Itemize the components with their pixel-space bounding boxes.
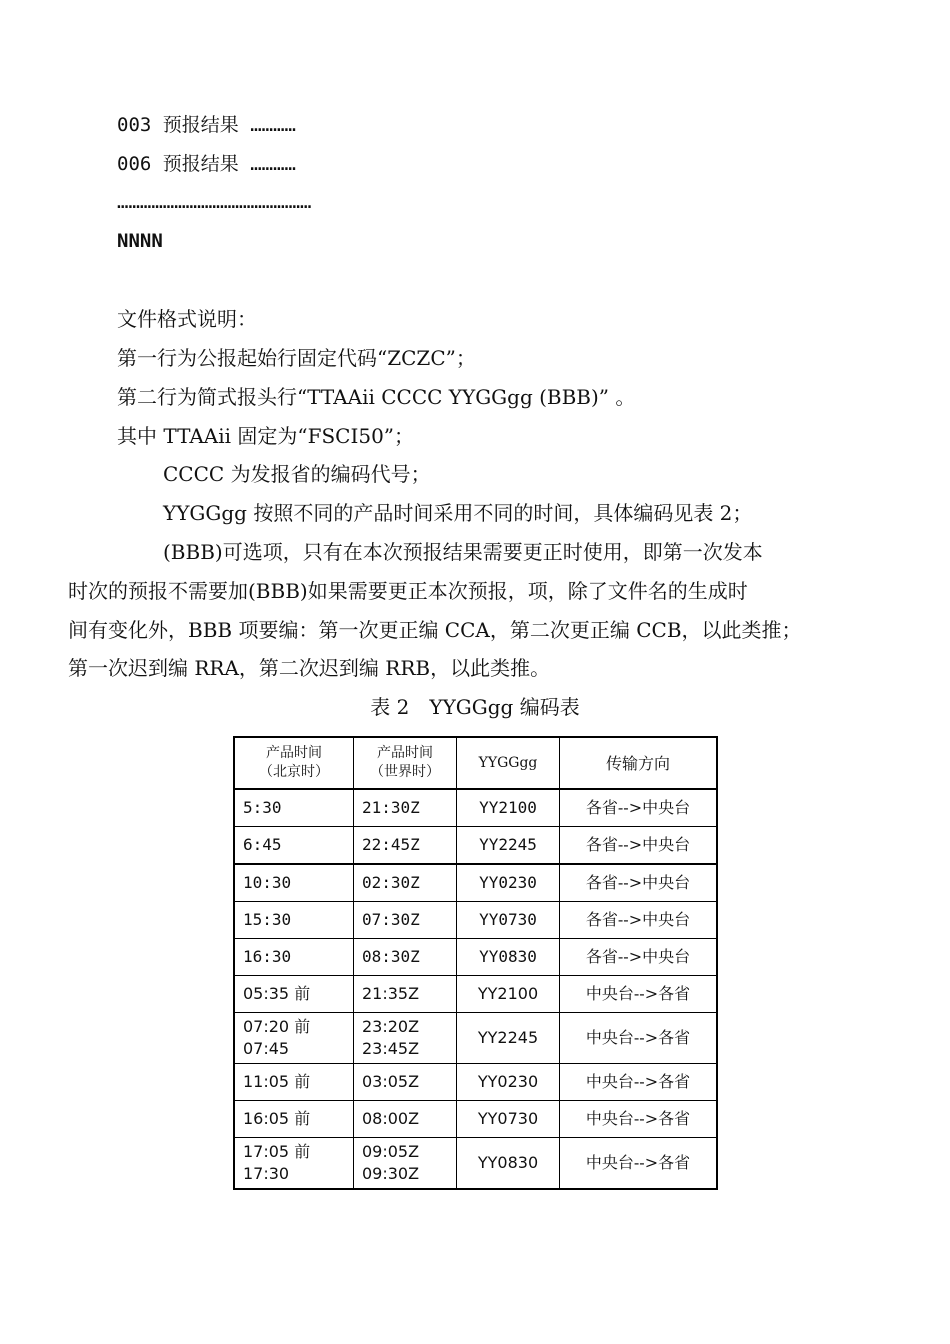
cell-beijing-time (234, 1138, 354, 1190)
cell-direction: 中央台-->各省 (560, 1064, 718, 1101)
format-line-3: 其中 TTAAii 固定为“FSCI50”； (117, 424, 415, 448)
cell-code: YY0730 (457, 1101, 560, 1138)
format-line-bbb-1: (BBB)可选项，只有在本次预报结果需要更正时使用，即第一次发本 (163, 540, 763, 564)
format-line-cccc: CCCC 为发报省的编码代号； (163, 462, 431, 486)
format-line-1: 第一行为公报起始行固定代码“ZCZC”； (117, 346, 476, 370)
table-row (234, 1138, 717, 1190)
cell-utc-time: 03:05Z (354, 1064, 457, 1101)
cell-utc-time (354, 1138, 457, 1190)
table-caption: 表 2 YYGGgg 编码表 (370, 695, 580, 719)
cell-code: YY0230 (457, 864, 560, 902)
cell-code: YY0230 (457, 1064, 560, 1101)
cell-utc-time-line1: 23:20Z (362, 1017, 420, 1036)
cell-utc-time: 08:00Z (354, 1101, 457, 1138)
header-beijing-time-line2: （北京时） (259, 764, 329, 780)
cell-direction: 各省-->中央台 (560, 827, 718, 865)
header-direction (560, 737, 718, 789)
table-row (234, 827, 717, 865)
cell-direction: 中央台-->各省 (560, 1138, 718, 1190)
cell-direction: 中央台-->各省 (560, 1101, 718, 1138)
format-heading: 文件格式说明： (117, 307, 257, 331)
cell-code: YY2245 (457, 827, 560, 865)
message-line-006: 006 预报结果 ………… (117, 153, 296, 175)
table-row (234, 864, 717, 902)
cell-direction: 各省-->中央台 (560, 939, 718, 976)
cell-code: YY0730 (457, 902, 560, 939)
cell-code: YY0830 (457, 939, 560, 976)
cell-utc-time: 21:35Z (354, 976, 457, 1013)
format-line-bbb-3: 间有变化外，BBB 项要编：第一次更正编 CCA，第二次更正编 CCB，以此类推； (68, 618, 802, 642)
header-utc-time (354, 737, 457, 789)
cell-code: YY2245 (457, 1013, 560, 1064)
table-header-row (234, 737, 717, 789)
cell-utc-time: 21:30Z (354, 789, 457, 827)
cell-utc-time-line2: 23:45Z (362, 1039, 420, 1058)
cell-utc-time-line2: 09:30Z (362, 1164, 420, 1183)
cell-beijing-time-line1: 07:20 前 (243, 1017, 311, 1036)
cell-beijing-time: 05:35 前 (234, 976, 354, 1013)
header-beijing-time (234, 737, 354, 789)
cell-beijing-time-line1: 17:05 前 (243, 1142, 311, 1161)
cell-direction: 各省-->中央台 (560, 789, 718, 827)
header-utc-time-line1: 产品时间 (377, 745, 433, 761)
cell-beijing-time: 15:30 (234, 902, 354, 939)
cell-utc-time: 08:30Z (354, 939, 457, 976)
format-line-bbb-4: 第一次迟到编 RRA，第二次迟到编 RRB，以此类推。 (68, 656, 551, 680)
cell-utc-time: 22:45Z (354, 827, 457, 865)
cell-utc-time (354, 1013, 457, 1064)
message-line-nnnn: NNNN (117, 230, 163, 252)
header-utc-time-line2: （世界时） (370, 764, 440, 780)
table-row (234, 1101, 717, 1138)
header-yyggg-label: YYGGgg (478, 754, 538, 771)
cell-beijing-time: 10:30 (234, 864, 354, 902)
table-row (234, 939, 717, 976)
cell-beijing-time: 16:05 前 (234, 1101, 354, 1138)
cell-beijing-time: 11:05 前 (234, 1064, 354, 1101)
cell-direction: 各省-->中央台 (560, 902, 718, 939)
cell-beijing-time (234, 1013, 354, 1064)
message-line-ellipsis: …………………………………………… (117, 191, 312, 213)
cell-direction: 中央台-->各省 (560, 1013, 718, 1064)
header-yyggg (457, 737, 560, 789)
cell-direction: 各省-->中央台 (560, 864, 718, 902)
table-row (234, 1064, 717, 1101)
table-row (234, 976, 717, 1013)
cell-beijing-time: 5:30 (234, 789, 354, 827)
message-line-003: 003 预报结果 ………… (117, 114, 296, 136)
cell-beijing-time-line2: 07:45 (243, 1039, 290, 1058)
table-row (234, 1013, 717, 1064)
format-line-2: 第二行为简式报头行“TTAAii CCCC YYGGgg (BBB)” 。 (117, 385, 636, 409)
cell-utc-time-line1: 09:05Z (362, 1142, 420, 1161)
cell-utc-time: 07:30Z (354, 902, 457, 939)
yyggg-code-table (233, 736, 718, 1190)
cell-direction: 中央台-->各省 (560, 976, 718, 1013)
table-row (234, 789, 717, 827)
cell-beijing-time-line2: 17:30 (243, 1164, 290, 1183)
header-beijing-time-line1: 产品时间 (266, 745, 322, 761)
table-row (234, 902, 717, 939)
format-line-bbb-2: 时次的预报不需要加(BBB)如果需要更正本次预报，项，除了文件名的生成时 (68, 579, 748, 603)
cell-code: YY2100 (457, 789, 560, 827)
cell-code: YY2100 (457, 976, 560, 1013)
cell-utc-time: 02:30Z (354, 864, 457, 902)
format-line-yyggg: YYGGgg 按照不同的产品时间采用不同的时间，具体编码见表 2； (163, 501, 753, 525)
header-direction-label: 传输方向 (605, 753, 670, 773)
cell-code: YY0830 (457, 1138, 560, 1190)
cell-beijing-time: 6:45 (234, 827, 354, 865)
cell-beijing-time: 16:30 (234, 939, 354, 976)
